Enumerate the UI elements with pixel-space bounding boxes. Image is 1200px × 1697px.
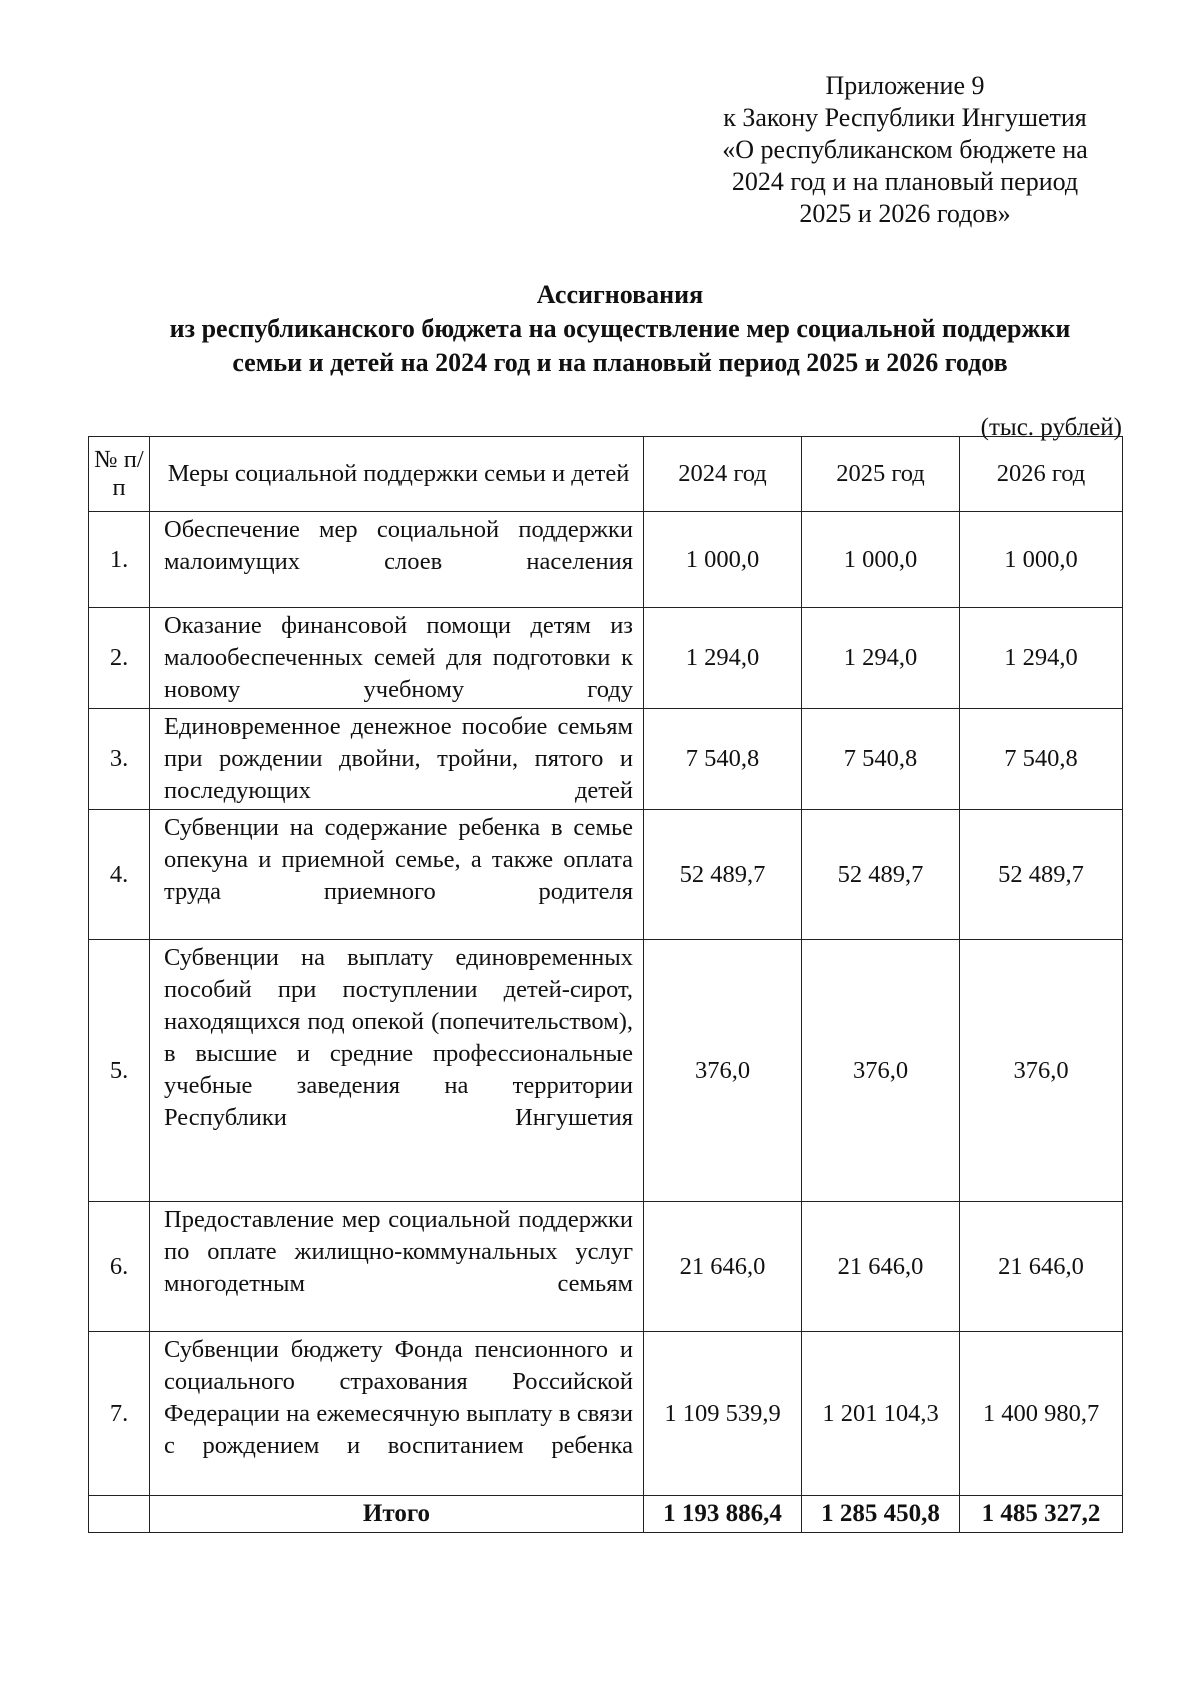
- row-name: Единовременное денежное пособие семьям при рождении двойни, тройни, пятого и последующих детей: [150, 709, 644, 810]
- row-2025: 21 646,0: [802, 1202, 960, 1332]
- row-2026: 1 294,0: [960, 608, 1123, 709]
- annex-header: [690, 70, 1120, 230]
- header-name: Меры социальной поддержки семьи и детей: [150, 437, 644, 512]
- row-num: 7.: [89, 1332, 150, 1496]
- annex-line-3: «О республиканском бюджете на: [722, 135, 1088, 164]
- total-2026: 1 485 327,2: [960, 1496, 1123, 1533]
- annex-line-4: 2024 год и на плановый период: [731, 167, 1079, 196]
- table-row: [89, 1332, 1123, 1496]
- total-label: Итого: [150, 1496, 644, 1533]
- header-num: № п/п: [89, 437, 150, 512]
- row-2025: 7 540,8: [802, 709, 960, 810]
- title-line-1: Ассигнования: [536, 280, 704, 309]
- table-row: [89, 810, 1123, 940]
- table-row: [89, 940, 1123, 1202]
- title-line-3: семьи и детей на 2024 год и на плановый период 2025 и 2026 годов: [232, 348, 1008, 377]
- row-num: 3.: [89, 709, 150, 810]
- row-2024: 1 294,0: [644, 608, 802, 709]
- row-2026: 7 540,8: [960, 709, 1123, 810]
- row-2025: 376,0: [802, 940, 960, 1202]
- total-row: [89, 1496, 1123, 1533]
- total-num-empty: [89, 1496, 150, 1533]
- annex-line-2: к Закону Республики Ингушетия: [723, 103, 1087, 132]
- row-2024: 52 489,7: [644, 810, 802, 940]
- row-2024: 376,0: [644, 940, 802, 1202]
- table-row: [89, 512, 1123, 608]
- row-2026: 1 400 980,7: [960, 1332, 1123, 1496]
- row-2024: 21 646,0: [644, 1202, 802, 1332]
- header-2026: 2026 год: [960, 437, 1123, 512]
- row-2024: 1 109 539,9: [644, 1332, 802, 1496]
- row-name: Субвенции на выплату единовременных пособий при поступлении детей-сирот, находящихся под опекой (попечительством), в высшие и средние профессиональные учебные заведения на территории Республики Ингушетия: [150, 940, 644, 1202]
- row-name: Оказание финансовой помощи детям из малообеспеченных семей для подготовки к новому учебному году: [150, 608, 644, 709]
- row-2025: 1 201 104,3: [802, 1332, 960, 1496]
- row-num: 5.: [89, 940, 150, 1202]
- row-2026: 21 646,0: [960, 1202, 1123, 1332]
- row-2026: 376,0: [960, 940, 1123, 1202]
- table-row: [89, 608, 1123, 709]
- row-name: Предоставление мер социальной поддержки по оплате жилищно-коммунальных услуг многодетным семьям: [150, 1202, 644, 1332]
- header-2024: 2024 год: [644, 437, 802, 512]
- row-2024: 1 000,0: [644, 512, 802, 608]
- allocations-table: [88, 436, 1123, 1533]
- row-num: 1.: [89, 512, 150, 608]
- row-num: 2.: [89, 608, 150, 709]
- header-2025: 2025 год: [802, 437, 960, 512]
- total-2025: 1 285 450,8: [802, 1496, 960, 1533]
- table-row: [89, 1202, 1123, 1332]
- annex-line-1: Приложение 9: [825, 71, 985, 100]
- row-2025: 52 489,7: [802, 810, 960, 940]
- row-2025: 1 294,0: [802, 608, 960, 709]
- row-2024: 7 540,8: [644, 709, 802, 810]
- table-row: [89, 709, 1123, 810]
- row-name: Субвенции бюджету Фонда пенсионного и социального страхования Российской Федерации на ежемесячную выплату в связи с рождением и воспитанием ребенка: [150, 1332, 644, 1496]
- row-num: 4.: [89, 810, 150, 940]
- row-2025: 1 000,0: [802, 512, 960, 608]
- row-2026: 1 000,0: [960, 512, 1123, 608]
- row-name: Обеспечение мер социальной поддержки малоимущих слоев населения: [150, 512, 644, 608]
- title-line-2: из республиканского бюджета на осуществление мер социальной поддержки: [169, 314, 1071, 343]
- units-label: (тыс. рублей): [980, 414, 1122, 441]
- row-num: 6.: [89, 1202, 150, 1332]
- annex-line-5: 2025 и 2026 годов»: [799, 199, 1011, 228]
- row-2026: 52 489,7: [960, 810, 1123, 940]
- table-header-row: [89, 437, 1123, 512]
- document-title: [100, 278, 1140, 380]
- row-name: Субвенции на содержание ребенка в семье опекуна и приемной семье, а также оплата труда приемного родителя: [150, 810, 644, 940]
- total-2024: 1 193 886,4: [644, 1496, 802, 1533]
